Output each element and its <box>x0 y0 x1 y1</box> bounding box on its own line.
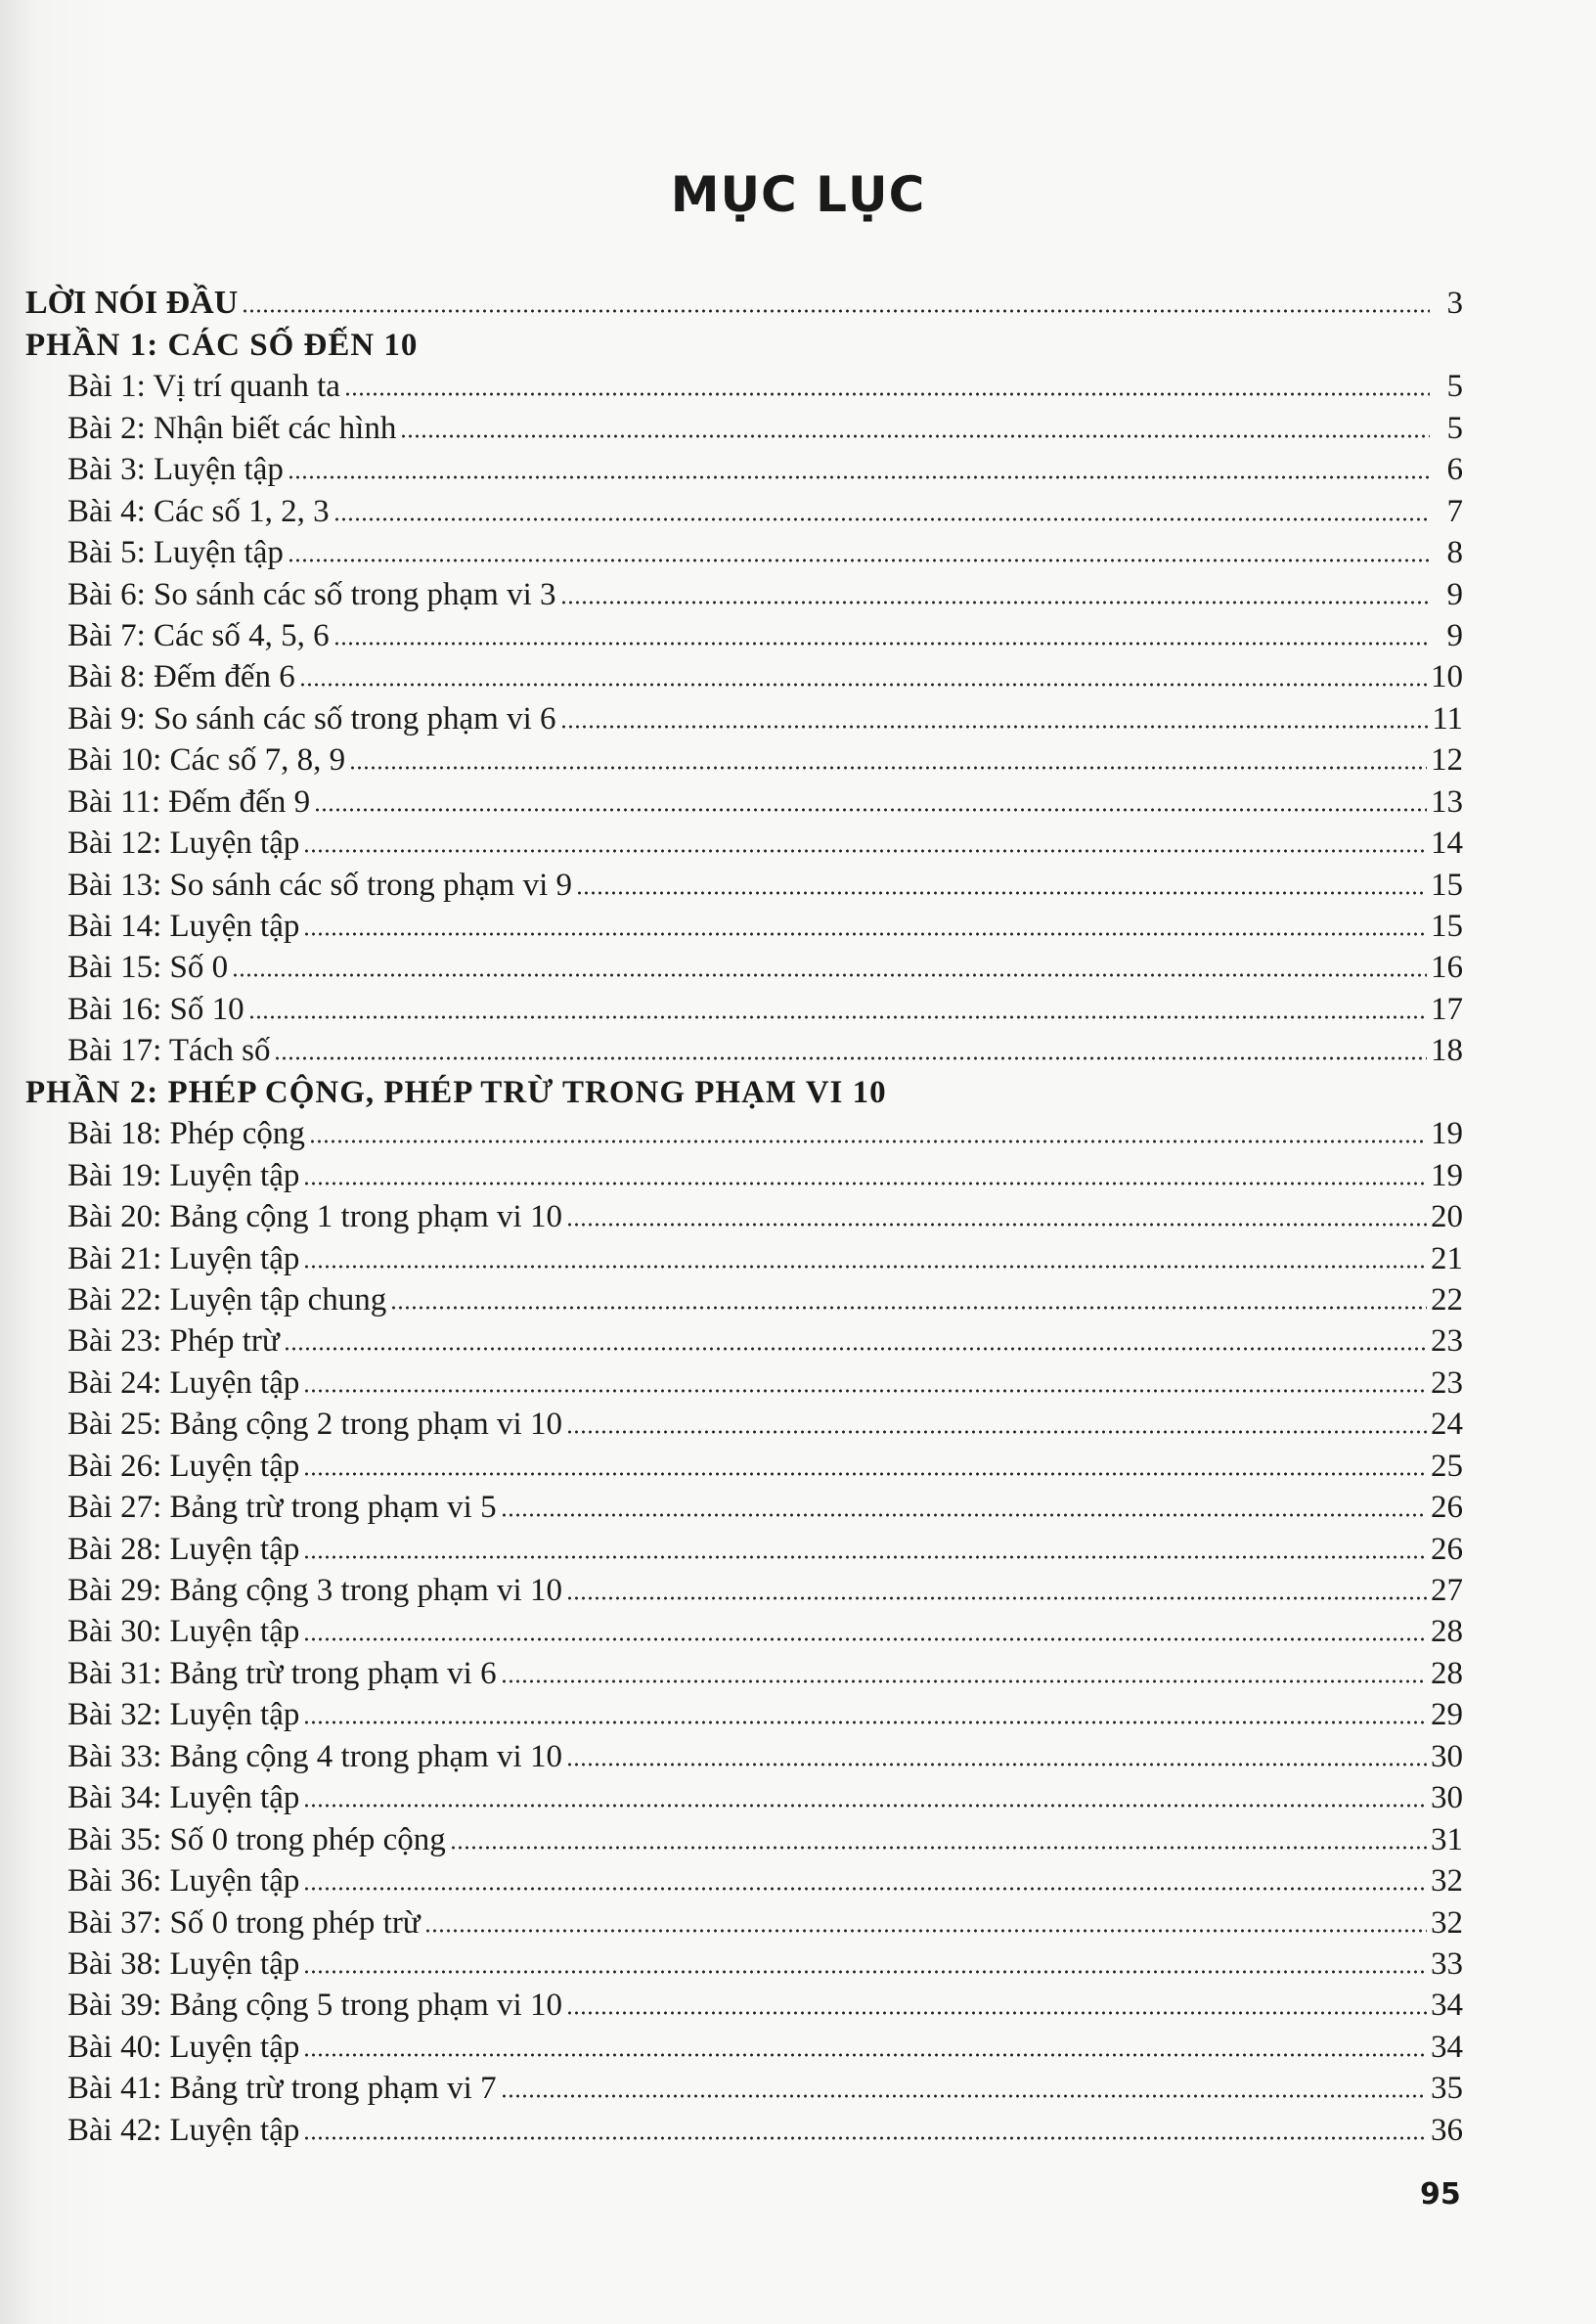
toc-entry-label: Bài 42: Luyện tập <box>67 2112 300 2148</box>
toc-entry-page: 5 <box>1446 369 1463 405</box>
toc-entry-page: 31 <box>1431 1821 1463 1857</box>
toc-entry-page: 18 <box>1431 1033 1463 1069</box>
dot-leader <box>576 890 1427 896</box>
toc-entry-label: Bài 36: Luyện tập <box>67 1863 300 1899</box>
toc-entry-page: 23 <box>1431 1323 1463 1360</box>
toc-entry <box>25 572 1463 613</box>
toc-entry-page: 30 <box>1431 1780 1463 1816</box>
toc-entry <box>25 531 1463 572</box>
toc-entry-label: Bài 23: Phép trừ <box>67 1323 280 1360</box>
dot-leader <box>303 1636 1427 1642</box>
toc-entry <box>25 905 1463 946</box>
toc-entry-label: Bài 33: Bảng cộng 4 trong phạm vi 10 <box>67 1738 562 1774</box>
toc-entry-label: Bài 41: Bảng trừ trong phạm vi 7 <box>67 2071 497 2107</box>
dot-leader <box>248 1014 1427 1020</box>
dot-leader <box>349 765 1427 771</box>
toc-entry <box>25 2108 1463 2149</box>
toc-entry <box>25 406 1463 447</box>
toc-entry-page: 11 <box>1432 700 1463 737</box>
toc-entry-label: Bài 18: Phép cộng <box>67 1116 305 1152</box>
toc-entry <box>25 1817 1463 1858</box>
toc-entry-label: Bài 20: Bảng cộng 1 trong phạm vi 10 <box>67 1199 562 1235</box>
toc-entry <box>25 448 1463 489</box>
page-number: 95 <box>1420 2177 1461 2212</box>
toc-entry-label: Bài 31: Bảng trừ trong phạm vi 6 <box>67 1655 497 1691</box>
toc-entry-page: 8 <box>1446 535 1463 571</box>
toc-entry-label: Bài 39: Bảng cộng 5 trong phạm vi 10 <box>67 1988 562 2024</box>
toc-entry-label: Bài 10: Các số 7, 8, 9 <box>67 742 346 779</box>
dot-leader <box>566 1429 1427 1435</box>
toc-entry-label: Bài 11: Đếm đến 9 <box>67 783 311 820</box>
toc-entry-page: 36 <box>1431 2112 1463 2148</box>
toc-entry-page: 16 <box>1431 950 1463 986</box>
toc-entry-label: Bài 21: Luyện tập <box>67 1240 300 1276</box>
toc-entry-foreword <box>25 282 1463 323</box>
toc-entry <box>25 655 1463 696</box>
toc-entry <box>25 2067 1463 2108</box>
toc-entry-label: Bài 9: So sánh các số trong phạm vi 6 <box>67 700 556 737</box>
toc-entry <box>25 1734 1463 1775</box>
toc-entry-page: 19 <box>1431 1116 1463 1152</box>
toc-entry-page: 35 <box>1431 2071 1463 2107</box>
dot-leader <box>303 1886 1427 1892</box>
toc-entry-label: Bài 5: Luyện tập <box>67 535 284 571</box>
toc-entry-label: Bài 2: Nhận biết các hình <box>67 410 397 446</box>
section-heading-label: PHẦN 1: CÁC SỐ ĐẾN 10 <box>25 327 419 363</box>
dot-leader <box>288 558 1430 563</box>
toc-entry-page: 23 <box>1431 1364 1463 1401</box>
dot-leader <box>303 1181 1427 1186</box>
toc-entry <box>25 1319 1463 1361</box>
toc-entry-page: 24 <box>1431 1407 1463 1443</box>
toc-entry-page: 9 <box>1446 576 1463 612</box>
dot-leader <box>303 1388 1427 1394</box>
toc-entry-page: 15 <box>1431 909 1463 944</box>
dot-leader <box>501 2093 1427 2099</box>
toc-entry-page: 12 <box>1431 742 1463 779</box>
dot-leader <box>299 682 1427 688</box>
toc-entry-page: 3 <box>1446 286 1463 322</box>
dot-leader <box>303 1969 1427 1975</box>
toc-entry <box>25 946 1463 987</box>
toc-entry-page: 20 <box>1431 1199 1463 1235</box>
toc-entry <box>25 365 1463 406</box>
toc-entry-page: 27 <box>1431 1573 1463 1608</box>
dot-leader <box>424 1928 1427 1934</box>
dot-leader <box>566 1222 1427 1228</box>
toc-entry-label: Bài 7: Các số 4, 5, 6 <box>67 617 330 653</box>
toc-entry-page: 34 <box>1431 1988 1463 2024</box>
toc-entry <box>25 863 1463 904</box>
toc-entry-label: Bài 4: Các số 1, 2, 3 <box>67 493 330 529</box>
toc-entry-page: 26 <box>1431 1531 1463 1567</box>
dot-leader <box>303 1471 1427 1477</box>
part-1-lesson-list <box>25 365 1463 1070</box>
toc-entry-page: 21 <box>1431 1240 1463 1276</box>
toc-entry-page: 13 <box>1431 783 1463 820</box>
toc-entry-page: 17 <box>1431 991 1463 1027</box>
toc-entry <box>25 1900 1463 1942</box>
section-heading-part-1 <box>25 323 1463 364</box>
toc-entry-label: Bài 28: Luyện tập <box>67 1531 300 1567</box>
toc-entry-label: Bài 3: Luyện tập <box>67 452 284 488</box>
toc-entry-label: Bài 30: Luyện tập <box>67 1614 300 1650</box>
section-heading-part-2 <box>25 1070 1463 1111</box>
toc-entry-label: Bài 19: Luyện tập <box>67 1157 300 1193</box>
toc-entry-label: Bài 34: Luyện tập <box>67 1780 300 1816</box>
toc-entry <box>25 1651 1463 1692</box>
dot-leader <box>560 724 1429 730</box>
toc-entry-label: Bài 35: Số 0 trong phép cộng <box>67 1821 446 1857</box>
toc-entry <box>25 1153 1463 1194</box>
toc-entry <box>25 696 1463 737</box>
dot-leader <box>303 1803 1427 1809</box>
table-of-contents <box>25 282 1463 2150</box>
toc-entry <box>25 1486 1463 1527</box>
dot-leader <box>333 516 1430 522</box>
toc-entry <box>25 1361 1463 1402</box>
dot-leader <box>288 474 1430 480</box>
dot-leader <box>274 1055 1427 1061</box>
toc-entry-label: Bài 17: Tách số <box>67 1033 271 1069</box>
dot-leader <box>560 600 1430 605</box>
toc-entry-page: 29 <box>1431 1697 1463 1733</box>
toc-entry-label: Bài 32: Luyện tập <box>67 1697 300 1733</box>
toc-entry-label: Bài 29: Bảng cộng 3 trong phạm vi 10 <box>67 1573 562 1608</box>
dot-leader <box>303 931 1427 937</box>
toc-entry-label: Bài 40: Luyện tập <box>67 2029 300 2065</box>
dot-leader <box>303 2135 1427 2141</box>
part-2-lesson-list <box>25 1112 1463 2150</box>
toc-entry-page: 15 <box>1431 867 1463 903</box>
toc-entry <box>25 1569 1463 1610</box>
toc-entry-page: 22 <box>1431 1281 1463 1318</box>
dot-leader <box>303 2052 1427 2058</box>
toc-entry-page: 9 <box>1446 617 1463 653</box>
toc-entry <box>25 1112 1463 1153</box>
toc-entry <box>25 780 1463 821</box>
dot-leader <box>309 1139 1427 1144</box>
toc-entry-label: Bài 26: Luyện tập <box>67 1448 300 1484</box>
toc-entry-page: 25 <box>1431 1448 1463 1484</box>
page-title: MỤC LỤC <box>670 166 926 223</box>
toc-entry <box>25 2025 1463 2066</box>
toc-entry <box>25 1236 1463 1277</box>
toc-entry-label: Bài 25: Bảng cộng 2 trong phạm vi 10 <box>67 1407 562 1443</box>
section-heading-label: PHẦN 2: PHÉP CỘNG, PHÉP TRỪ TRONG PHẠM VI 10 <box>25 1074 887 1110</box>
toc-entry-page: 33 <box>1431 1945 1463 1982</box>
toc-entry <box>25 489 1463 530</box>
toc-entry-label: Bài 1: Vị trí quanh ta <box>67 369 340 405</box>
toc-entry-label: Bài 6: So sánh các số trong phạm vi 3 <box>67 576 556 612</box>
toc-entry-page: 19 <box>1431 1157 1463 1193</box>
dot-leader <box>303 1554 1427 1560</box>
toc-entry-page: 5 <box>1446 410 1463 446</box>
toc-entry <box>25 1403 1463 1444</box>
toc-entry-label: Bài 27: Bảng trừ trong phạm vi 5 <box>67 1490 497 1526</box>
toc-entry-label: Bài 16: Số 10 <box>67 991 244 1027</box>
dot-leader <box>400 433 1430 439</box>
toc-entry <box>25 1943 1463 1984</box>
toc-entry <box>25 1527 1463 1568</box>
toc-entry <box>25 1776 1463 1817</box>
toc-entry-page: 30 <box>1431 1738 1463 1774</box>
toc-entry-page: 32 <box>1431 1863 1463 1899</box>
toc-entry-page: 14 <box>1431 826 1463 862</box>
dot-leader <box>566 1762 1427 1767</box>
toc-entry <box>25 1693 1463 1734</box>
toc-entry <box>25 1984 1463 2025</box>
toc-entry <box>25 1444 1463 1485</box>
toc-entry <box>25 1195 1463 1236</box>
dot-leader <box>303 1264 1427 1270</box>
toc-entry-label: Bài 38: Luyện tập <box>67 1945 300 1982</box>
toc-entry-label: Bài 24: Luyện tập <box>67 1364 300 1401</box>
dot-leader <box>344 391 1430 397</box>
toc-entry-label: Bài 8: Đếm đến 6 <box>67 659 295 695</box>
toc-entry <box>25 1610 1463 1651</box>
toc-entry-label: Bài 15: Số 0 <box>67 950 229 986</box>
toc-entry-label: Bài 22: Luyện tập chung <box>67 1281 387 1318</box>
dot-leader <box>303 848 1427 854</box>
dot-leader <box>566 1595 1427 1601</box>
toc-entry-label: Bài 13: So sánh các số trong phạm vi 9 <box>67 867 573 903</box>
toc-entry-page: 34 <box>1431 2029 1463 2065</box>
toc-entry <box>25 614 1463 655</box>
dot-leader <box>566 2010 1427 2016</box>
toc-entry <box>25 987 1463 1028</box>
toc-entry-page: 32 <box>1431 1904 1463 1941</box>
toc-entry-page: 26 <box>1431 1490 1463 1526</box>
dot-leader <box>284 1346 1427 1352</box>
dot-leader <box>450 1845 1427 1851</box>
toc-entry <box>25 738 1463 780</box>
toc-entry <box>25 1029 1463 1070</box>
dot-leader <box>390 1305 1427 1311</box>
toc-entry-label: LỜI NÓI ĐẦU <box>25 285 239 322</box>
toc-entry-label: Bài 37: Số 0 trong phép trừ <box>67 1904 421 1941</box>
toc-entry <box>25 822 1463 863</box>
dot-leader <box>333 641 1430 647</box>
toc-entry-label: Bài 14: Luyện tập <box>67 909 300 944</box>
dot-leader <box>314 807 1427 813</box>
dot-leader <box>501 1678 1427 1684</box>
toc-entry-page: 7 <box>1446 493 1463 529</box>
toc-entry-page: 28 <box>1431 1655 1463 1691</box>
toc-entry-page: 28 <box>1431 1614 1463 1650</box>
toc-entry <box>25 1859 1463 1900</box>
dot-leader <box>232 972 1427 978</box>
toc-entry-label: Bài 12: Luyện tập <box>67 826 300 862</box>
dot-leader <box>303 1720 1427 1725</box>
dot-leader <box>242 308 1430 314</box>
toc-entry <box>25 1278 1463 1319</box>
toc-entry-page: 6 <box>1446 452 1463 488</box>
dot-leader <box>501 1512 1427 1518</box>
toc-entry-page: 10 <box>1431 659 1463 695</box>
